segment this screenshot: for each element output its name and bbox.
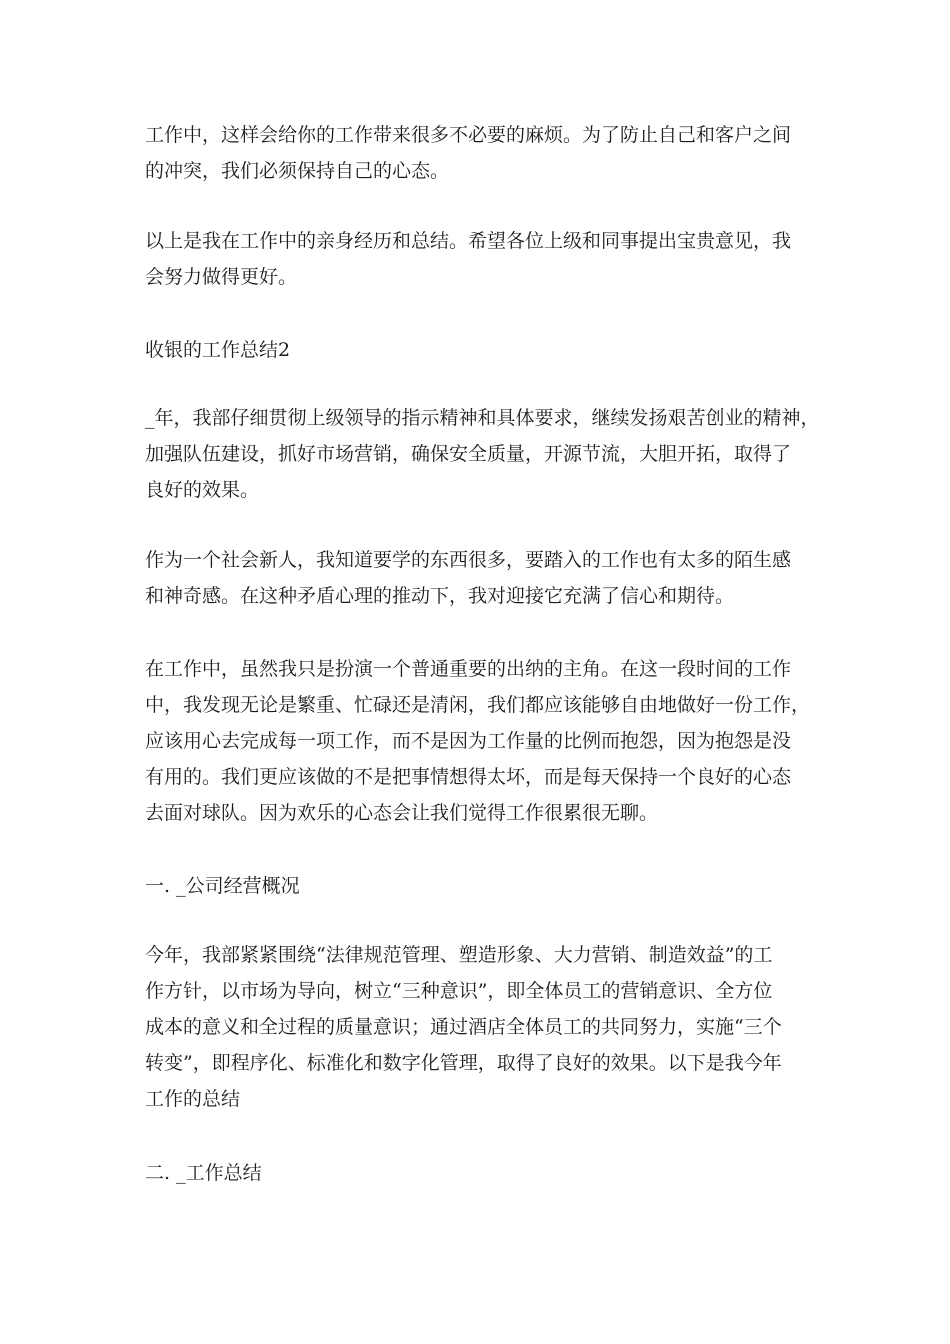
text-line: 工作的总结 <box>145 1088 241 1110</box>
paragraph-2 <box>145 223 845 295</box>
section-heading-3 <box>145 1155 845 1191</box>
text-line: 在工作中，虽然我只是扮演一个普通重要的出纳的主角。在这一段时间的工作 <box>145 658 792 680</box>
text-line: 作方针，以市场为导向，树立“三种意识”，即全体员工的营销意识、全方位 <box>145 980 773 1002</box>
text-line: 和神奇感。在这种矛盾心理的推动下，我对迎接它充满了信心和期待。 <box>145 585 735 607</box>
text-line: 成本的意义和全过程的质量意识；通过酒店全体员工的共同努力，实施“三个 <box>145 1016 782 1038</box>
paragraph-4 <box>145 542 845 614</box>
text-line: 工作中，这样会给你的工作带来很多不必要的麻烦。为了防止自己和客户之间 <box>145 124 792 146</box>
heading-text: 二. _工作总结 <box>145 1162 262 1184</box>
text-line: 会努力做得更好。 <box>145 266 298 288</box>
text-line: _年，我部仔细贯彻上级领导的指示精神和具体要求，继续发扬艰苦创业的精神， <box>145 407 820 429</box>
paragraph-1 <box>145 117 845 189</box>
text-line: 中，我发现无论是繁重、忙碌还是清闲，我们都应该能够自由地做好一份工作， <box>145 694 811 716</box>
text-line: 以上是我在工作中的亲身经历和总结。希望各位上级和同事提出宝贵意见，我 <box>145 230 792 252</box>
text-line: 作为一个社会新人，我知道要学的东西很多，要踏入的工作也有太多的陌生感 <box>145 549 792 571</box>
paragraph-3 <box>145 400 845 508</box>
section-heading-2 <box>145 332 845 368</box>
text-line: 应该用心去完成每一项工作，而不是因为工作量的比例而抱怨，因为抱怨是没 <box>145 730 792 752</box>
heading-text: 一. _公司经营概况 <box>145 875 300 897</box>
text-line: 良好的效果。 <box>145 479 260 501</box>
text-line: 转变”，即程序化、标准化和数字化管理，取得了良好的效果。以下是我今年 <box>145 1052 782 1074</box>
text-line: 今年，我部紧紧围绕“法律规范管理、塑造形象、大力营销、制造效益”的工 <box>145 944 773 966</box>
text-line: 加强队伍建设，抓好市场营销，确保安全质量，开源节流，大胆开拓，取得了 <box>145 443 792 465</box>
section-heading-1 <box>145 868 845 904</box>
text-line: 去面对球队。因为欢乐的心态会让我们觉得工作很累很无聊。 <box>145 802 659 824</box>
text-line: 有用的。我们更应该做的不是把事情想得太坏，而是每天保持一个良好的心态 <box>145 766 792 788</box>
paragraph-5 <box>145 651 845 831</box>
text-line: 的冲突，我们必须保持自己的心态。 <box>145 160 450 182</box>
paragraph-6 <box>145 937 845 1117</box>
heading-text: 收银的工作总结2 <box>145 339 291 361</box>
